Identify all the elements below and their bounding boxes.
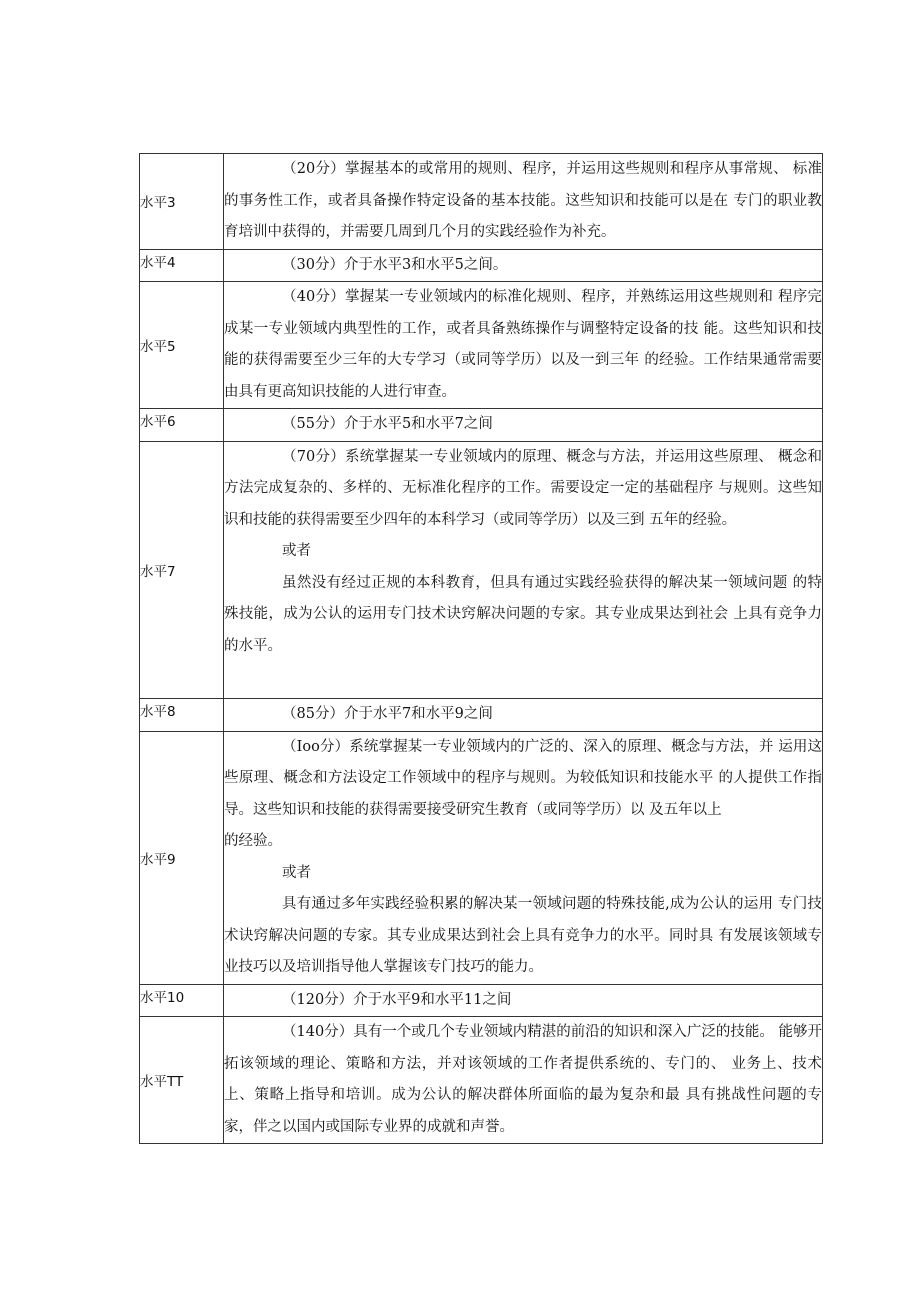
- description-paragraph: （55分）介于水平5和水平7之间: [282, 416, 493, 432]
- description-paragraph: （20分）掌握基本的或常用的规则、程序，并运用这些规则和程序从事常规、 标准的事务性工作，或者具备操作特定设备的基本技能。这些知识和技能可以是在 专门的职业教育培训中获得的，并需要几周到几个月的实践经验作为补充。: [224, 161, 822, 240]
- table-row: [140, 249, 823, 282]
- table-row: [140, 1017, 823, 1144]
- level-label: 水平4: [140, 249, 224, 282]
- description-paragraph: （120分）介于水平9和水平11之间: [282, 991, 512, 1008]
- table-row: [140, 409, 823, 442]
- level-label: 水平3: [140, 154, 224, 250]
- level-label: 水平5: [140, 282, 224, 409]
- description-paragraph: （30分）介于水平3和水平5之间。: [282, 256, 508, 273]
- level-description: [224, 699, 823, 732]
- description-paragraph: 或者: [282, 864, 311, 881]
- table-row: [140, 154, 823, 250]
- table-row: [140, 441, 823, 699]
- level-label: 水平7: [140, 441, 224, 699]
- description-paragraph: （140分）具有一个或几个专业领域内精湛的前沿的知识和深入广泛的技能。 能够开拓该领域的理论、策略和方法，并对该领域的工作者提供系统的、专门的、 业务上、技术上、策略上指导和培训。成为公认的解决群体所面临的最为复杂和最 具有挑战性问题的专家，伴之以国内或国际专业界的成就和声誉。: [224, 1024, 822, 1135]
- description-paragraph: 的经验。: [224, 833, 282, 849]
- level-description: [224, 282, 823, 409]
- description-paragraph: （40分）掌握某一专业领域内的标准化规则、程序，并熟练运用这些规则和 程序完成某一专业领域内典型性的工作，或者具备熟练操作与调整特定设备的技 能。这些知识和技能的获得需要至少三年的大专学习（或同等学历）以及一到三年 的经验。工作结果通常需要由具有更高知识技能的人进行审查。: [224, 289, 822, 400]
- table-row: [140, 731, 823, 984]
- level-label: 水平TT: [140, 1017, 224, 1144]
- level-description: [224, 409, 823, 442]
- description-paragraph: 或者: [282, 543, 311, 559]
- level-description: [224, 441, 823, 699]
- level-description: [224, 731, 823, 984]
- description-paragraph: 虽然没有经过正规的本科教育，但具有通过实践经验获得的解决某一领域问题 的特殊技能，成为公认的运用专门技术诀窍解决问题的专家。其专业成果达到社会 上具有竞争力的水平。: [224, 574, 822, 654]
- level-description: [224, 984, 823, 1017]
- description-paragraph: （70分）系统掌握某一专业领域内的原理、概念与方法，并运用这些原理、 概念和方法完成复杂的、多样的、无标准化程序的工作。需要设定一定的基础程序 与规则。这些知识和技能的获得需要至少四年的本科学习（或同等学历）以及三到 五年的经验。: [224, 448, 822, 528]
- level-description: [224, 154, 823, 250]
- table-row: [140, 282, 823, 409]
- description-paragraph: 具有通过多年实践经验积累的解决某一领域问题的特殊技能,成为公认的运用 专门技术诀窍解决问题的专家。其专业成果达到社会上具有竞争力的水平。同时具 有发展该领域专业技巧以及培训指导他人掌握该专门技巧的能力。: [224, 896, 822, 975]
- description-paragraph: （Ioo分）系统掌握某一专业领域内的广泛的、深入的原理、概念与方法，并 运用这些原理、概念和方法设定工作领域中的程序与规则。为较低知识和技能水平 的人提供工作指导。这些知识和技能的获得需要接受研究生教育（或同等学历）以 及五年以上: [224, 738, 822, 818]
- level-label: 水平8: [140, 699, 224, 732]
- level-table: [139, 153, 823, 1144]
- table-row: [140, 699, 823, 732]
- level-label: 水平9: [140, 731, 224, 984]
- description-paragraph: （85分）介于水平7和水平9之间: [282, 706, 493, 722]
- level-description: [224, 1017, 823, 1144]
- table-row: [140, 984, 823, 1017]
- level-label: 水平6: [140, 409, 224, 442]
- level-label: 水平10: [140, 984, 224, 1017]
- level-description: [224, 249, 823, 282]
